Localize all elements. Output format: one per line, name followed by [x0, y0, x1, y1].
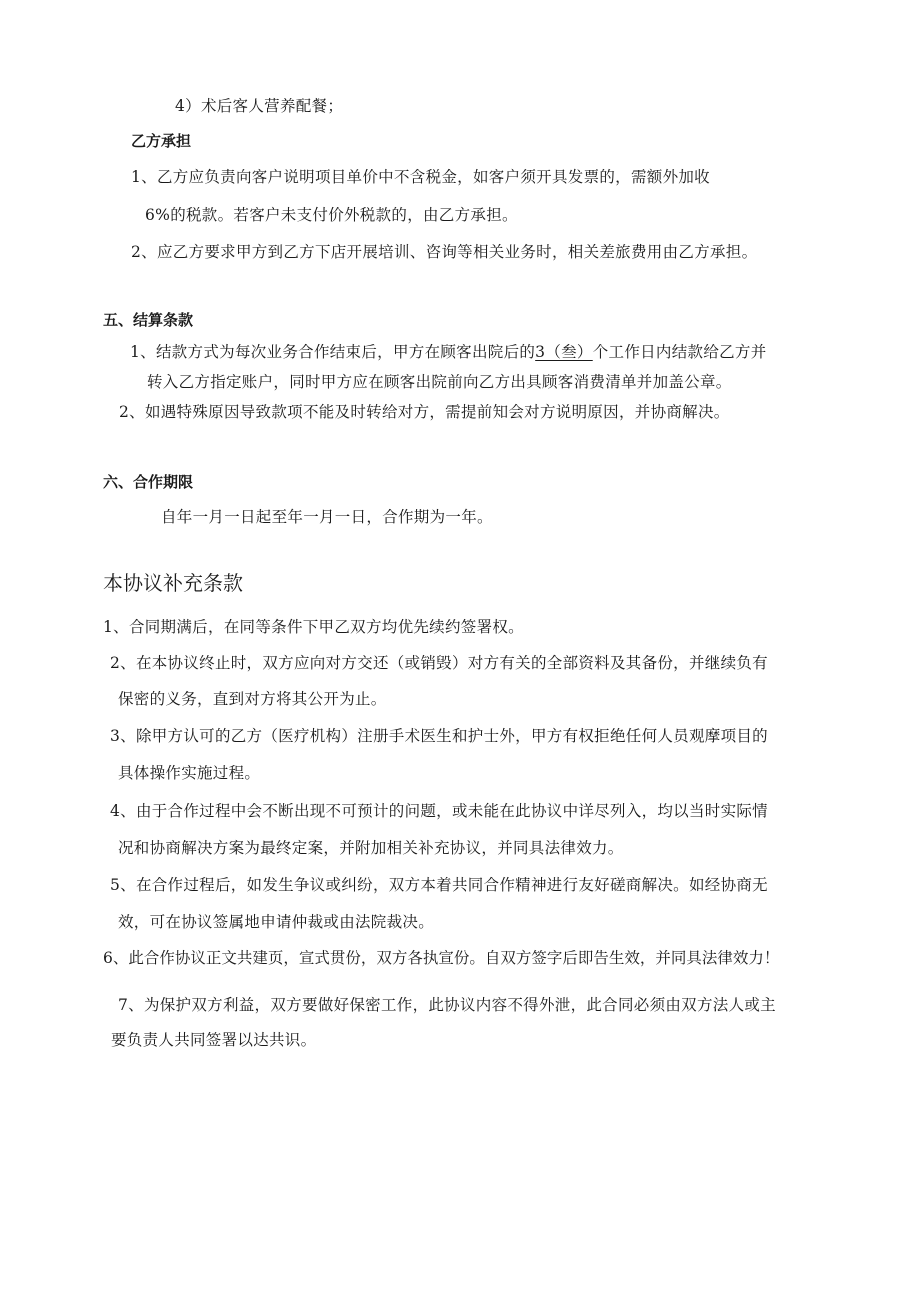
- party-b-clause-1-line-2: 6%的税款。若客户未支付价外税款的，由乙方承担。: [145, 206, 518, 224]
- settlement-clause-1-post: 个工作日内结款给乙方并: [592, 343, 767, 361]
- supp-clause-1: 1、合同期满后，在同等条件下甲乙双方均优先续约签署权。: [103, 618, 524, 636]
- settlement-clause-2: 2、如遇特殊原因导致款项不能及时转给对方，需提前知会对方说明原因，并协商解决。: [119, 403, 730, 421]
- supp-clause-5-line-2: 效，可在协议签属地申请仲裁或由法院裁决。: [118, 913, 435, 931]
- settlement-clause-1-pre: 1、结款方式为每次业务合作结束后，甲方在顾客出院后的: [130, 343, 536, 361]
- supp-clause-4-line-2: 况和协商解决方案为最终定案，并附加相关补充协议，并同具法律效力。: [118, 839, 624, 857]
- supp-clause-7-line-2: 要负责人共同签署以达共识。: [111, 1031, 317, 1049]
- supp-clause-2-line-1: 2、在本协议终止时，双方应向对方交还（或销毁）对方有关的全部资料及其备份，并继续负有: [110, 654, 768, 672]
- post-op-meal-item: 4）术后客人营养配餐；: [175, 97, 344, 115]
- party-b-clause-2: 2、应乙方要求甲方到乙方下店开展培训、咨询等相关业务时，相关差旅费用由乙方承担。: [131, 243, 758, 261]
- supplementary-heading: 本协议补充条款: [103, 571, 243, 595]
- section-6-heading: 六、合作期限: [103, 473, 194, 491]
- settlement-clause-1-line-1: [130, 342, 767, 362]
- supp-clause-2-line-2: 保密的义务，直到对方将其公开为止。: [118, 690, 387, 708]
- section-5-heading: 五、结算条款: [103, 311, 194, 329]
- supp-clause-7-line-1: 7、为保护双方利益，双方要做好保密工作，此协议内容不得外泄，此合同必须由双方法人或主: [118, 996, 776, 1014]
- supp-clause-6: 6、此合作协议正文共建页，宣式贯份，双方各执宣份。自双方签字后即告生效，并同具法律效力！: [103, 949, 780, 967]
- party-b-clause-1-line-1: 1、乙方应负责向客户说明项目单价中不含税金，如客户须开具发票的，需额外加收: [131, 168, 710, 186]
- settlement-clause-1-line-2: 转入乙方指定账户，同时甲方应在顾客出院前向乙方出具顾客消费清单并加盖公章。: [147, 373, 732, 391]
- party-b-heading: 乙方承担: [131, 132, 192, 150]
- cooperation-period-text: 自年一月一日起至年一月一日，合作期为一年。: [161, 508, 493, 526]
- settlement-days: 3（叁）: [535, 343, 593, 361]
- supp-clause-5-line-1: 5、在合作过程后，如发生争议或纠纷，双方本着共同合作精神进行友好磋商解决。如经协商无: [110, 876, 768, 894]
- supp-clause-4-line-1: 4、由于合作过程中会不断出现不可预计的问题，或未能在此协议中详尽列入，均以当时实际情: [110, 802, 768, 820]
- supp-clause-3-line-2: 具体操作实施过程。: [118, 764, 261, 782]
- supp-clause-3-line-1: 3、除甲方认可的乙方（医疗机构）注册手术医生和护士外，甲方有权拒绝任何人员观摩项目的: [110, 727, 768, 745]
